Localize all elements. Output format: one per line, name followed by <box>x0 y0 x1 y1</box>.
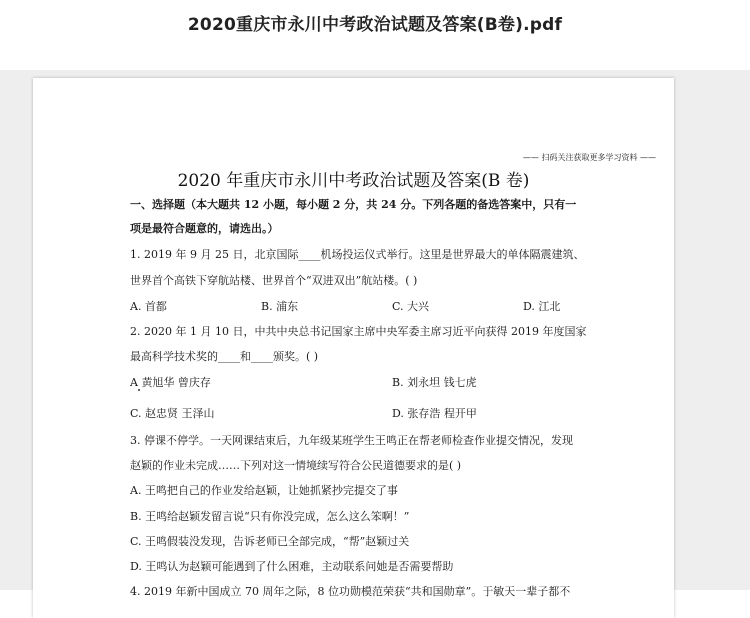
q2-option-b: B. 刘永坦 钱七虎 <box>392 376 477 389</box>
q2-line1: 2. 2020 年 1 月 10 日，中共中央总书记国家主席中央军委主席习近平向获得 2019 年度国家 <box>130 325 587 338</box>
file-title: 2020重庆市永川中考政治试题及答案(B卷).pdf <box>187 15 563 35</box>
q2-line2: 最高科学技术奖的____和____颁奖。( ) <box>130 350 319 363</box>
section1-line2: 项是最符合题意的，请选出。） <box>130 222 279 235</box>
pdf-viewer-area[interactable] <box>0 70 750 598</box>
document-title: 2020 年重庆市永川中考政治试题及答案(B 卷) <box>177 171 530 191</box>
q2-option-a: A 黄旭华 曾庆存 <box>130 376 211 389</box>
q1-option-d: D. 江北 <box>523 300 561 313</box>
q3-line1: 3. 停课不停学。一天网课结束后，九年级某班学生王鸣正在帮老师检查作业提交情况，发现 <box>130 434 573 447</box>
q1-option-b: B. 浦东 <box>261 300 299 313</box>
q3-option-a: A. 王鸣把自己的作业发给赵颖，让她抓紧抄完提交了事 <box>130 484 398 497</box>
q1-line1: 1. 2019 年 9 月 25 日，北京国际____机场投运仪式举行。这里是世界最大的单体隔震建筑、 <box>130 248 585 261</box>
q1-option-c: C. 大兴 <box>392 300 430 313</box>
q3-line2: 赵颖的作业未完成……下列对这一情境续写符合公民道德要求的是( ) <box>130 459 462 472</box>
q2-option-d: D. 张存浩 程开甲 <box>392 407 477 420</box>
viewer-title-bar <box>0 0 750 70</box>
q3-option-d: D. 王鸣认为赵颖可能遇到了什么困难，主动联系问她是否需要帮助 <box>130 560 454 573</box>
q4-line1: 4. 2019 年新中国成立 70 周年之际，8 位功勋模范荣获“共和国勋章”。于敏天一辈子都不 <box>130 585 571 598</box>
section1-line1: 一、选择题（本大题共 12 小题，每小题 2 分，共 24 分。下列各题的备选答案中，只有一 <box>130 198 577 211</box>
pdf-page <box>33 78 674 618</box>
q1-line2: 世界首个高铁下穿航站楼、世界首个“双进双出”航站楼。( ) <box>130 274 418 287</box>
q3-option-b: B. 王鸣给赵颖发留言说“只有你没完成，怎么这么笨啊！” <box>130 510 410 523</box>
bullet-dot <box>138 389 140 391</box>
q2-option-c: C. 赵忠贤 王泽山 <box>130 407 215 420</box>
q1-option-a: A. 首都 <box>130 300 167 313</box>
q3-option-c: C. 王鸣假装没发现，告诉老师已全部完成，“帮”赵颖过关 <box>130 535 410 548</box>
header-note: —— 扫码关注获取更多学习资料 —— <box>522 153 656 162</box>
